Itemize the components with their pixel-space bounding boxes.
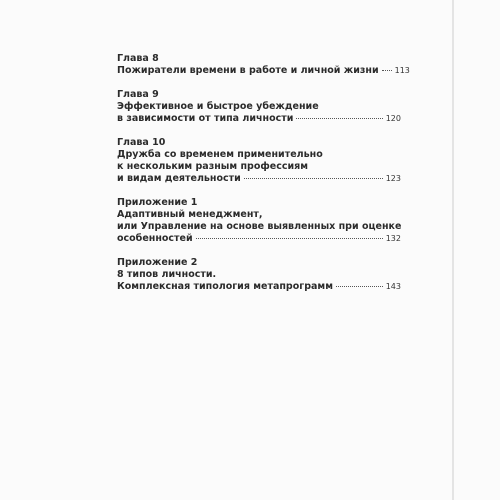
title-text: в зависимости от типа личности [117,113,294,124]
page-number: 113 [394,66,410,75]
title-line: или Управление на основе выявленных при оценке [117,221,402,232]
title-line: 8 типов личности. [117,269,217,280]
title-line: Эффективное и быстрое убеждение [117,101,319,112]
toc-entry-chapter-8 [117,53,410,77]
title-line: Адаптивный менеджмент, [117,209,263,220]
leader-dots [296,118,382,119]
title-line [117,281,401,293]
chapter-label: Глава 9 [117,89,159,100]
toc-entry-chapter-10 [117,137,401,185]
toc-entry-appendix-2 [117,257,401,293]
toc-entry-appendix-1 [117,197,401,245]
page-number: 132 [385,234,401,243]
appendix-label: Приложение 1 [117,197,198,208]
appendix-label: Приложение 2 [117,257,198,268]
page-edge-divider [452,0,454,500]
title-line: Дружба со временем применительно [117,149,323,160]
title-line [117,65,410,77]
title-line [117,233,401,245]
title-line: к нескольким разным профессиям [117,161,309,172]
page-number: 120 [385,114,401,123]
title-line [117,113,401,125]
leader-dots [244,178,383,179]
leader-dots [336,286,383,287]
title-text: особенностей [117,233,193,244]
toc-entry-chapter-9 [117,89,401,125]
leader-dots [382,70,392,71]
chapter-label: Глава 10 [117,137,166,148]
chapter-label: Глава 8 [117,53,159,64]
title-text: Пожиратели времени в работе и личной жизни [117,65,379,76]
table-of-contents [117,53,410,293]
title-text: и видам деятельности [117,173,241,184]
page-number: 123 [385,174,401,183]
title-text: Комплексная типология метапрограмм [117,281,333,292]
page-number: 143 [385,282,401,291]
leader-dots [196,238,383,239]
title-line [117,173,401,185]
